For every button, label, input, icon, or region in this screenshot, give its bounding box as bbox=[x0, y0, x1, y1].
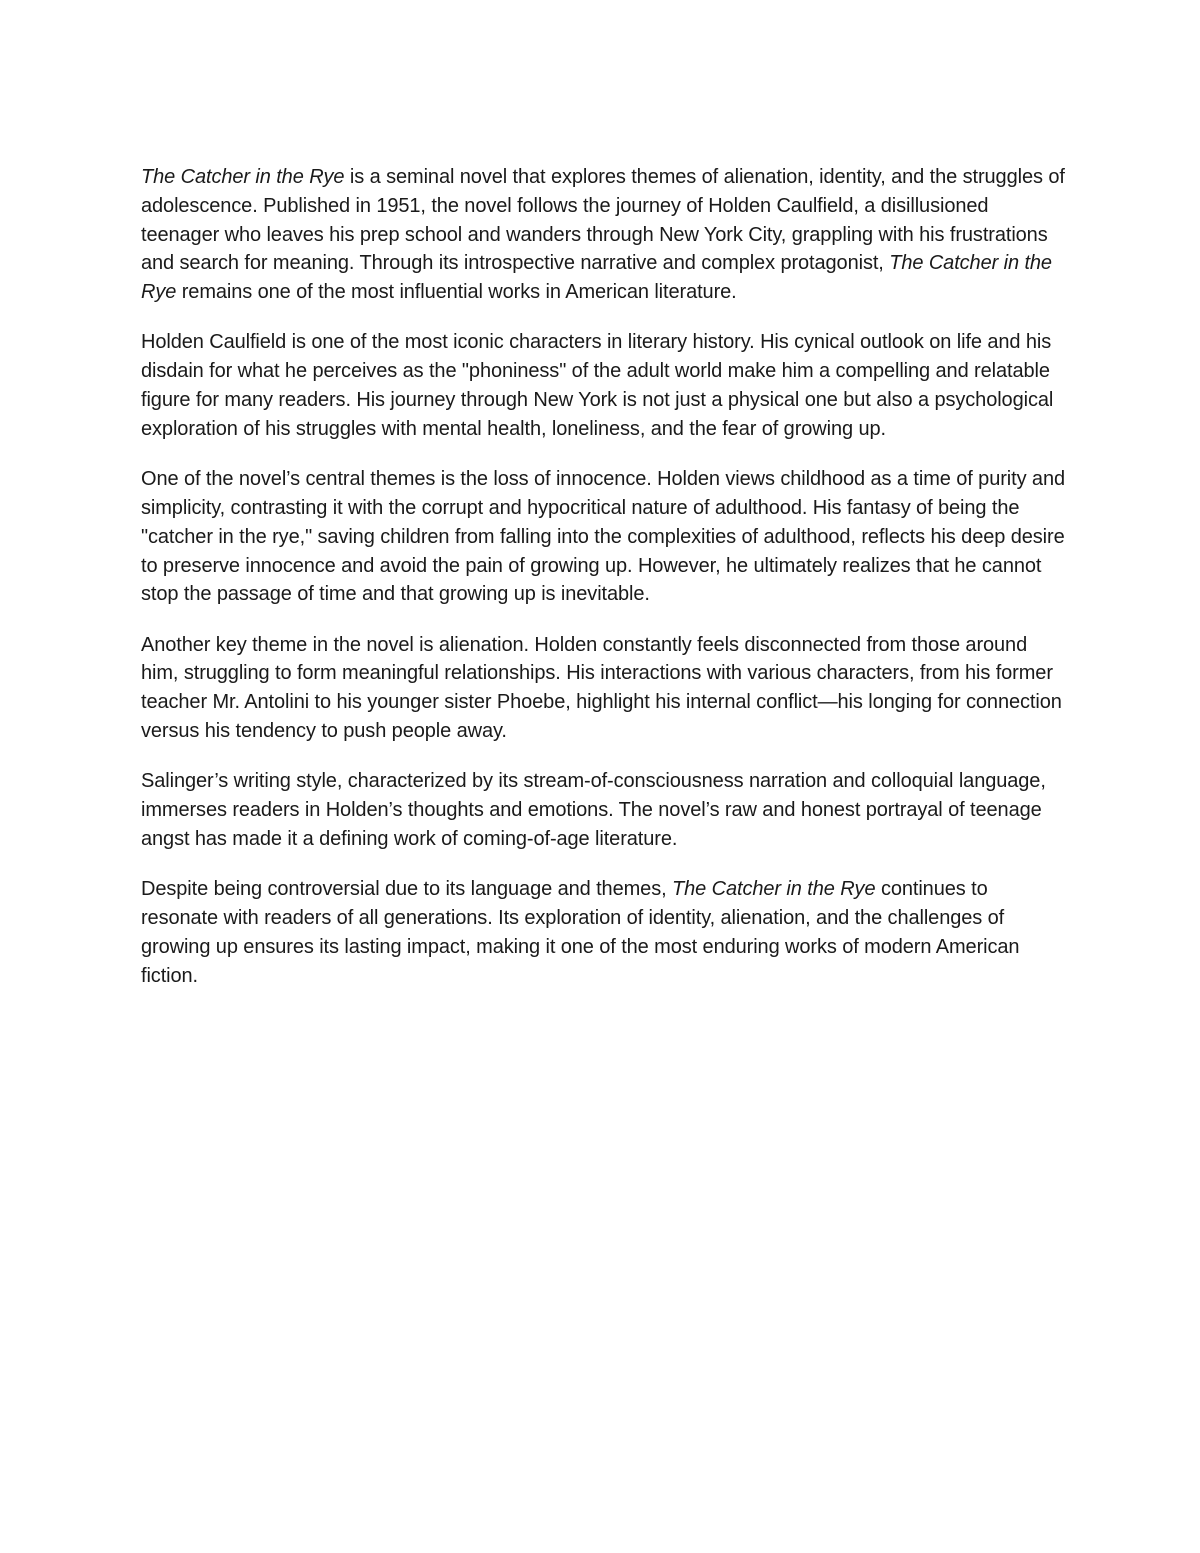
paragraph-text: is a seminal novel that explores themes of alienation, identity, and the struggles of adolescence. Published in 1951, the novel follows the journey of Holden Caulfield, a disillusioned teenager who leaves his prep school and wanders through New York City, grappling with his frustrations and search for meaning. Through its introspective narrative and complex protagonist, bbox=[141, 166, 1065, 275]
paragraph-5 bbox=[141, 767, 1066, 853]
paragraph-text: Despite being controversial due to its language and themes, bbox=[141, 878, 673, 901]
book-title: The Catcher in the Rye bbox=[141, 252, 1052, 304]
paragraph-2 bbox=[141, 328, 1066, 443]
paragraph-text: remains one of the most influential works in American literature. bbox=[176, 281, 737, 304]
paragraph-3 bbox=[141, 465, 1066, 609]
paragraph-6 bbox=[141, 875, 1066, 990]
paragraph-text: One of the novel’s central themes is the loss of innocence. Holden views childhood as a time of purity and simplicity, contrasting it with the corrupt and hypocritical nature of adulthood. His fantasy of being the "catcher in the rye," saving children from falling into the complexities of adulthood, reflects his deep desire to preserve innocence and avoid the pain of growing up. However, he ultimately realizes that he cannot stop the passage of time and that growing up is inevitable. bbox=[141, 468, 1066, 606]
paragraph-1 bbox=[141, 163, 1066, 307]
paragraph-4 bbox=[141, 631, 1066, 746]
paragraph-text: Holden Caulfield is one of the most iconic characters in literary history. His cynical outlook on life and his disdain for what he perceives as the "phoniness" of the adult world make him a compelling and relatable figure for many readers. His journey through New York is not just a physical one but also a psychological exploration of his struggles with mental health, loneliness, and the fear of growing up. bbox=[141, 331, 1054, 440]
paragraph-text: continues to resonate with readers of all generations. Its exploration of identity, alienation, and the challenges of growing up ensures its lasting impact, making it one of the most enduring works of modern American fiction. bbox=[141, 878, 1020, 987]
document-body bbox=[141, 163, 1066, 1012]
book-title: The Catcher in the Rye bbox=[141, 166, 345, 188]
paragraph-text: Salinger’s writing style, characterized by its stream-of-consciousness narration and colloquial language, immerses readers in Holden’s thoughts and emotions. The novel’s raw and honest portrayal of teenage angst has made it a defining work of coming-of-age literature. bbox=[141, 770, 1046, 850]
paragraph-text: Another key theme in the novel is alienation. Holden constantly feels disconnected from those around him, struggling to form meaningful relationships. His interactions with various characters, from his former teacher Mr. Antolini to his younger sister Phoebe, highlight his internal conflict—his longing for connection versus his tendency to push people away. bbox=[141, 633, 1062, 743]
book-title: The Catcher in the Rye bbox=[672, 878, 876, 901]
